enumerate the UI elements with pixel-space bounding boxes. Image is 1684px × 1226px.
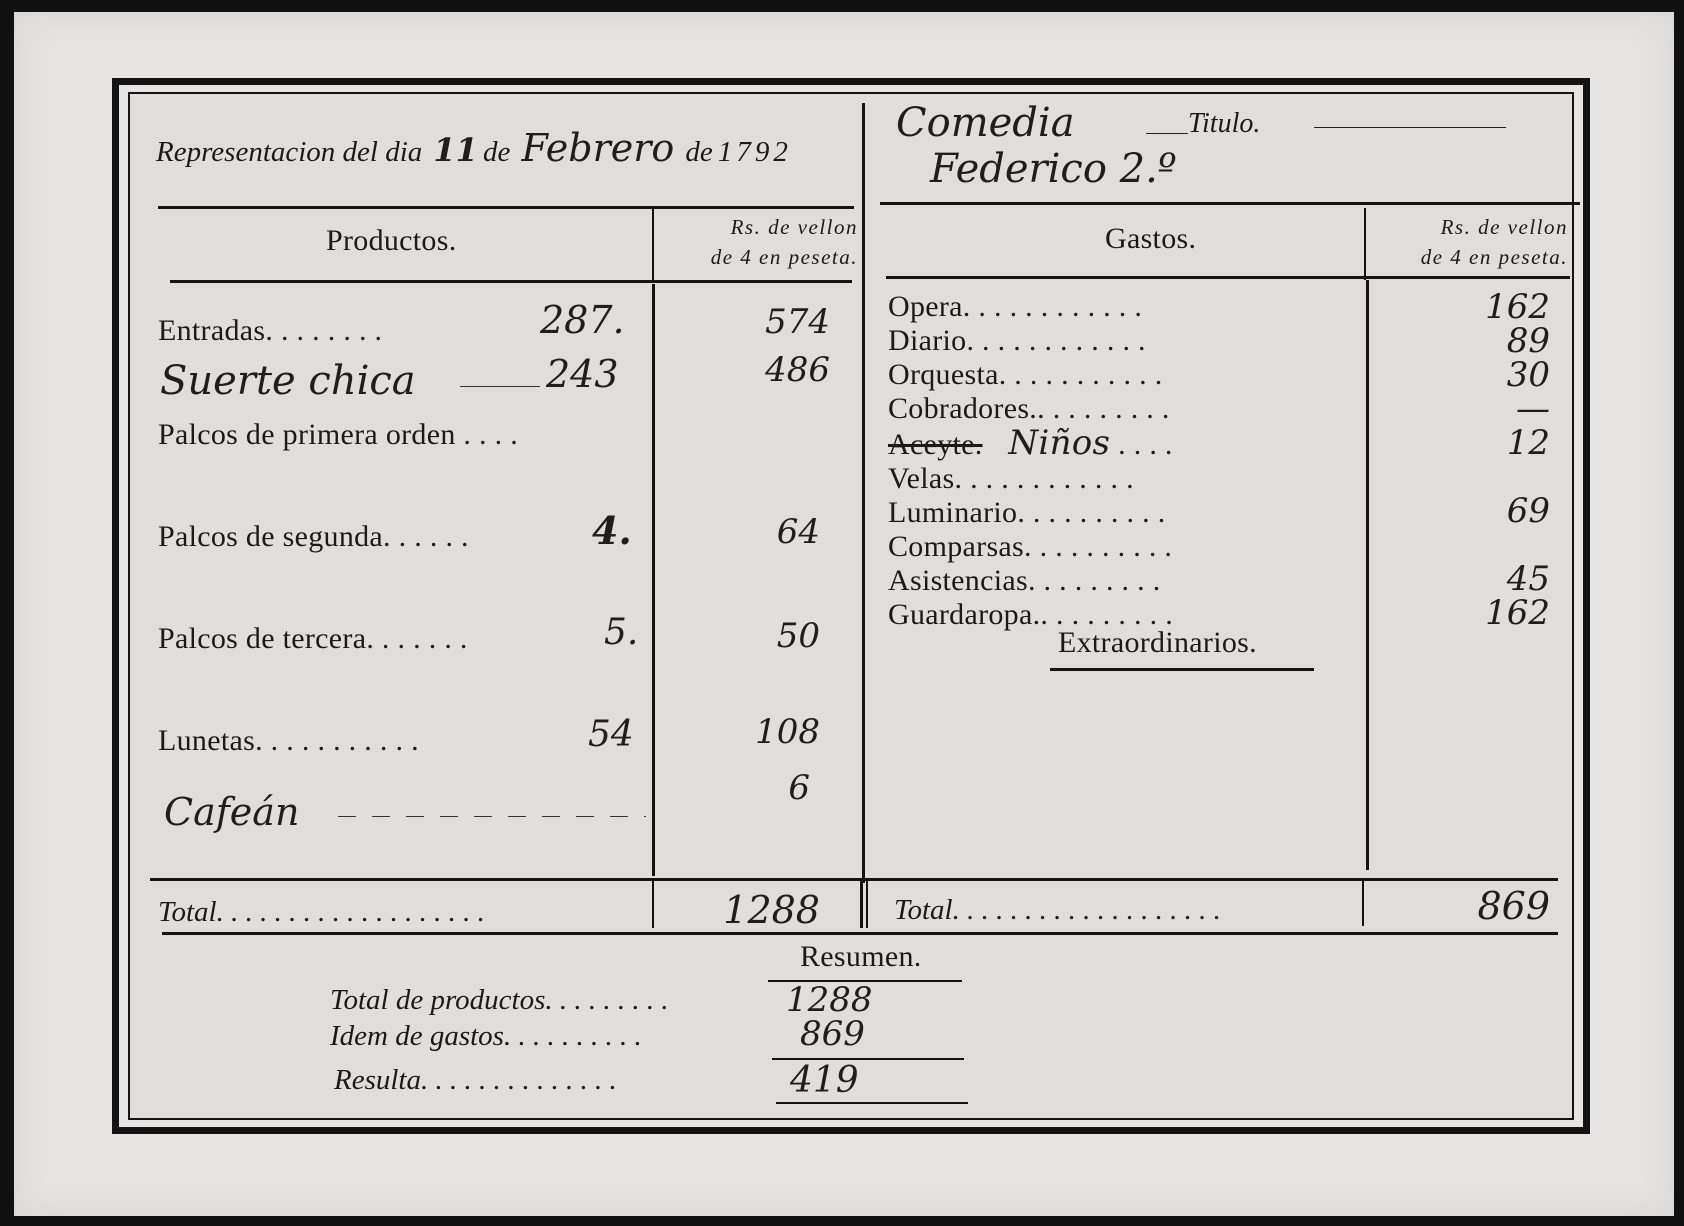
mes-value: Febrero <box>521 126 675 170</box>
gastos-total-label: Total. . . . . . . . . . . . . . . . . . . <box>894 894 1221 926</box>
gasto-diario-value: 89 <box>1506 321 1550 361</box>
row-palcos-segunda-value: 64 <box>776 512 820 552</box>
row-suerte-dash <box>460 386 540 387</box>
gasto-orquesta-label: Orquesta. . . . . . . . . . . <box>888 358 1163 391</box>
gasto-asistencias-label: Asistencias. . . . . . . . . <box>888 564 1161 597</box>
productos-total-divider <box>652 880 654 928</box>
row-palcos-primera-label: Palcos de primera orden . . . . <box>158 418 519 451</box>
titulo-dash-2 <box>1314 127 1506 128</box>
comedia-label: Comedia <box>896 100 1075 146</box>
resumen-gastos-label: Idem de gastos. . . . . . . . . . <box>330 1020 642 1052</box>
gastos-extra-label: Extraordinarios. <box>1058 626 1257 659</box>
gasto-guardaropa-value: 162 <box>1485 593 1550 633</box>
gasto-opera-label: Opera. . . . . . . . . . . . <box>888 290 1143 323</box>
productos-heading-divider <box>652 208 654 282</box>
row-lunetas-count: 54 <box>588 714 634 755</box>
gasto-aceyte-value: 12 <box>1506 423 1550 463</box>
row-palcos-tercera-label: Palcos de tercera. . . . . . . <box>158 622 468 655</box>
gasto-orquesta-value: 30 <box>1506 355 1550 395</box>
row-palcos-tercera-value: 50 <box>776 616 820 656</box>
gastos-extra-rule <box>1050 668 1314 671</box>
center-divider <box>862 103 865 883</box>
row-suerte-count: 243 <box>546 352 619 396</box>
gasto-diario-label: Diario. . . . . . . . . . . . <box>888 324 1146 357</box>
gasto-aceyte-row: Aceyte. Niños . . . . <box>888 423 1173 463</box>
row-entradas-value: 574 <box>765 302 830 342</box>
representacion-label: Representacion del dia <box>156 136 423 168</box>
resumen-heading: Resumen. <box>800 940 922 973</box>
anio-value: 1792 <box>717 136 792 168</box>
row-suerte-value: 486 <box>765 350 830 390</box>
row-cafean-value: 6 <box>788 768 810 808</box>
gastos-total-divider <box>1362 880 1364 926</box>
titulo-label: Titulo. <box>1188 108 1261 139</box>
gastos-unit <box>1382 212 1568 272</box>
row-cafean-label: Cafeán <box>164 790 300 834</box>
resumen-resulta-label: Resulta. . . . . . . . . . . . . . <box>334 1064 617 1096</box>
dia-value: 11 <box>433 131 478 169</box>
gastos-unit-line1: Rs. de vellon <box>1440 215 1568 239</box>
gastos-heading-rule <box>886 276 1570 279</box>
gastos-heading-divider <box>1364 208 1366 280</box>
titulo-value: Federico 2.º <box>930 146 1177 192</box>
row-lunetas-value: 108 <box>755 712 820 752</box>
productos-unit-line2: de 4 en peseta. <box>710 245 858 269</box>
row-entradas-count: 287. <box>540 298 625 342</box>
header-rule-left <box>158 206 854 209</box>
productos-unit <box>668 212 858 272</box>
gasto-comparsas-value <box>1390 528 1550 562</box>
row-entradas-label: Entradas. . . . . . . . <box>158 314 383 347</box>
row-suerte-label: Suerte chica <box>160 358 416 404</box>
gasto-cobradores-value: — <box>1516 389 1550 429</box>
gasto-asistencias-value: 45 <box>1506 559 1550 599</box>
de-label: de <box>483 136 511 168</box>
total-center-divider-b <box>866 880 868 928</box>
gasto-luminario-label: Luminario. . . . . . . . . . <box>888 496 1166 529</box>
gastos-values <box>1390 287 1550 633</box>
gastos-value-divider <box>1366 280 1369 870</box>
titulo-dash <box>1146 133 1188 134</box>
row-palcos-tercera-count: 5. <box>604 612 639 653</box>
gasto-velas-label: Velas. . . . . . . . . . . . <box>888 462 1134 495</box>
row-lunetas-label: Lunetas. . . . . . . . . . . <box>158 724 419 757</box>
gasto-cobradores-label: Cobradores.. . . . . . . . . <box>888 392 1170 425</box>
gasto-aceyte-note: Niños <box>1008 423 1111 463</box>
gasto-velas-value <box>1390 460 1550 494</box>
resumen-productos-value: 1288 <box>786 980 873 1020</box>
gastos-total-value: 869 <box>1477 884 1550 928</box>
resumen-resulta-value: 419 <box>790 1060 859 1101</box>
productos-total-label: Total. . . . . . . . . . . . . . . . . . . <box>158 896 485 928</box>
row-cafean-dash <box>338 816 646 817</box>
row-palcos-segunda-count: 4. <box>592 508 632 553</box>
gasto-opera-value: 162 <box>1485 287 1550 327</box>
gasto-guardaropa-label: Guardaropa.. . . . . . . . . <box>888 598 1173 631</box>
total-center-divider-a <box>860 880 863 928</box>
de-label-2: de <box>685 136 713 168</box>
productos-heading: Productos. <box>326 224 457 257</box>
gastos-list <box>888 290 1173 632</box>
gasto-luminario-value: 69 <box>1506 491 1550 531</box>
row-palcos-segunda-label: Palcos de segunda. . . . . . <box>158 520 469 553</box>
productos-heading-rule <box>170 280 852 283</box>
resumen-productos-label: Total de productos. . . . . . . . . <box>330 984 669 1016</box>
representacion-line <box>156 126 856 186</box>
gasto-aceyte-label: Aceyte. <box>888 428 983 461</box>
total-top-rule <box>150 878 1558 881</box>
resumen-bottom-rule <box>776 1102 968 1104</box>
header-rule-right <box>880 202 1580 205</box>
productos-total-value: 1288 <box>723 888 820 932</box>
resumen-gastos-value: 869 <box>800 1014 865 1054</box>
gastos-unit-line2: de 4 en peseta. <box>1420 245 1568 269</box>
total-bottom-rule <box>162 932 1558 935</box>
productos-unit-line1: Rs. de vellon <box>730 215 858 239</box>
gastos-heading: Gastos. <box>1105 222 1197 255</box>
gasto-comparsas-label: Comparsas. . . . . . . . . . <box>888 530 1173 563</box>
